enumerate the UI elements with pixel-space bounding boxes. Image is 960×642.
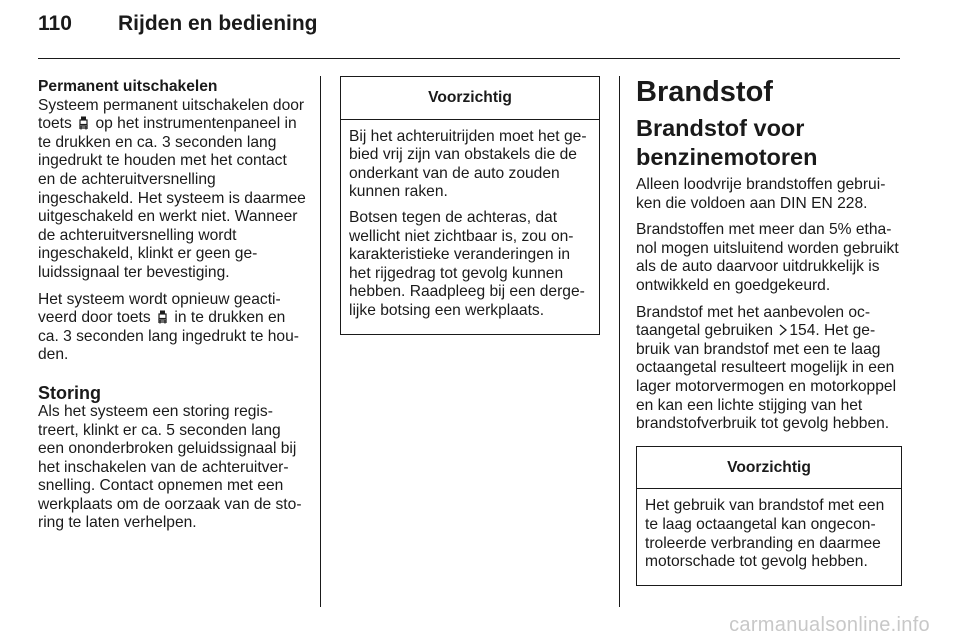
paragraph-fuel-3 bbox=[636, 304, 902, 434]
heading-storing: Storing bbox=[38, 382, 101, 403]
heading-brandstof: Brandstof bbox=[636, 76, 773, 108]
caution-box bbox=[340, 76, 600, 335]
caution-body bbox=[637, 489, 901, 584]
text-segment: op het instrumentenpaneel in te drukken en ca. 3 seconden lang ingedrukt te houden met het contact en de achteruitversnelling ingeschakeld. Het systeem is daarmee uitgeschakeld en werkt niet. Wanneer de achteruitversnelling wordt ingeschakeld, klinkt er geen geluidssignaal ter bevestiging. bbox=[38, 115, 306, 281]
paragraph-fuel-1: Alleen loodvrije brandstoffen gebruiken die voldoen aan DIN EN 228. bbox=[636, 176, 886, 212]
text-segment: . Het gebruik van brandstof met een te laag octaangetal resulteert mogelijk in een lager motorvermogen en motorkoppel en kan een lichte stijging van het brandstofverbruik tot gevolg hebben. bbox=[636, 322, 897, 433]
caution-box bbox=[636, 446, 902, 586]
park-assist-icon bbox=[78, 116, 89, 130]
caution-paragraph: Botsen tegen de achteras, dat wellicht niet zichtbaar is, zou onkarakteristieke veranderingen in het rijgedrag tot gevolg kunnen hebben. Raadpleeg bij een dergelijke botsing een werkplaats. bbox=[349, 208, 585, 319]
text-segment: in te drukken en ca. 3 seconden lang ingedrukt te houden. bbox=[38, 309, 299, 364]
paragraph-fuel-2: Brandstoffen met meer dan 5% ethanol mogen uitsluitend worden gebruikt als de auto daarvoor uitdrukkelijk is ontwikkeld en goedgekeurd. bbox=[636, 221, 899, 294]
caution-title: Voorzichtig bbox=[341, 77, 599, 120]
paragraph-reactivate bbox=[38, 291, 306, 365]
paragraph-permanent-off bbox=[38, 97, 306, 283]
column-2 bbox=[340, 76, 600, 335]
text-segment: Systeem permanent uitschakelen door toets bbox=[38, 96, 305, 133]
page-header bbox=[38, 12, 318, 36]
park-assist-icon bbox=[157, 310, 168, 324]
text-segment: Brandstof met het aanbevolen octaangetal gebruiken bbox=[636, 303, 871, 340]
page-title: Rijden en bediening bbox=[118, 12, 318, 35]
caution-paragraph: Het gebruik van brandstof met een te laag octaangetal kan ongecontroleerde verbranding en daarmee motorschade tot gevolg hebben. bbox=[645, 497, 885, 571]
header-rule bbox=[38, 58, 900, 59]
heading-brandstof-benzinemotoren: Brandstof voor benzinemotoren bbox=[636, 115, 818, 170]
caution-body bbox=[341, 120, 599, 334]
column-3 bbox=[636, 76, 902, 586]
page-reference-link[interactable]: 154 bbox=[789, 322, 816, 340]
caution-title: Voorzichtig bbox=[637, 447, 901, 490]
page-reference-icon bbox=[779, 324, 787, 336]
column-divider bbox=[619, 76, 620, 607]
paragraph-storing: Als het systeem een storing registreert, klinkt er ca. 5 seconden lang een ononderbroken geluidssignaal bij het inschakelen van de achteruitversnelling. Contact opnemen met een werkplaats om de oorzaak van de storing te laten verhelpen. bbox=[38, 402, 302, 532]
watermark: carmanualsonline.info bbox=[729, 614, 930, 636]
page-number: 110 bbox=[38, 12, 72, 35]
column-1 bbox=[38, 78, 306, 541]
text-segment: Het systeem wordt opnieuw geactiveerd door toets bbox=[38, 290, 281, 327]
heading-permanent-uitschakelen: Permanent uitschakelen bbox=[38, 78, 218, 95]
caution-paragraph: Bij het achteruitrijden moet het gebied vrij zijn van obstakels die de onderkant van de auto zouden kunnen raken. bbox=[349, 127, 587, 201]
column-divider bbox=[320, 76, 321, 607]
